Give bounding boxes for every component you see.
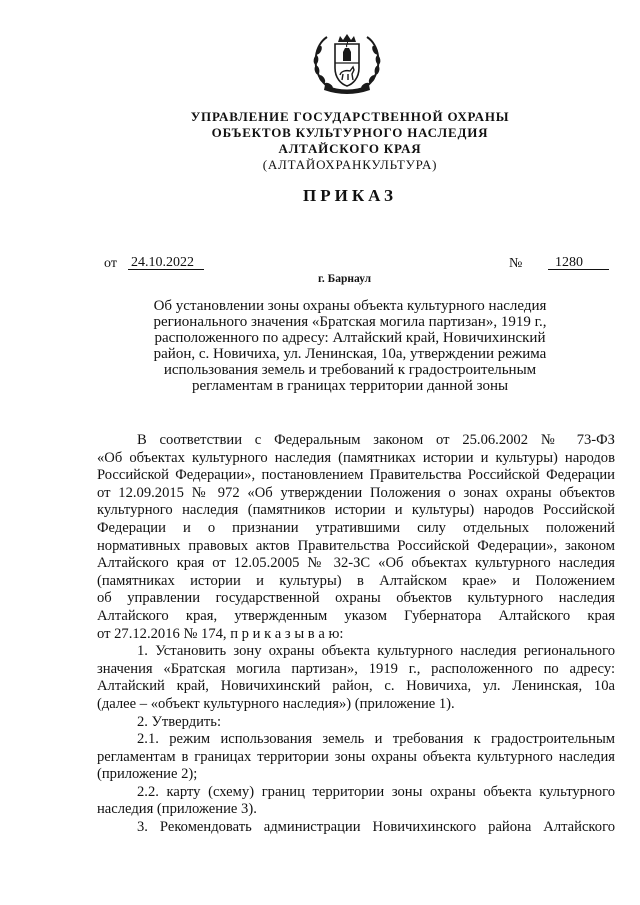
number-prefix: № xyxy=(509,256,523,271)
order-title-line: район, с. Новичиха, ул. Ленинская, 10а, утверждении режима xyxy=(153,346,547,362)
order-title-line: расположенного по адресу: Алтайский край, Новичихинский xyxy=(154,330,546,346)
body-line: 2. Утвердить: xyxy=(137,713,222,730)
body-line: (памятниках истории и культуры) в Алтайском крае» и Положением xyxy=(97,572,615,589)
body-line: Алтайского края, утвержденным указом Губернатора Алтайского края xyxy=(97,607,615,624)
body-line: об управлении государственной охраны объектов культурного наследия xyxy=(97,590,615,607)
order-title-line: регионального значения «Братская могила партизан», 1919 г., xyxy=(153,314,547,330)
body-paragraph xyxy=(97,784,615,819)
order-body xyxy=(97,432,615,837)
order-number: 1280 xyxy=(548,255,609,270)
order-title-line: использования земель и требований к градостроительным xyxy=(163,362,537,378)
body-paragraph xyxy=(97,432,615,643)
agency-name-line: УПРАВЛЕНИЕ ГОСУДАРСТВЕННОЙ ОХРАНЫ xyxy=(190,109,510,124)
agency-abbreviation: (АЛТАЙОХРАНКУЛЬТУРА) xyxy=(262,157,438,172)
body-line: (приложение 2); xyxy=(97,766,198,783)
body-line: Алтайского края от 12.05.2005 № 32-ЗС «Об объектах культурного наследия xyxy=(97,555,615,572)
body-line: 2.2. карту (схему) границ территории зоны охраны объекта культурного xyxy=(137,783,615,800)
body-paragraph xyxy=(97,714,615,732)
body-paragraph xyxy=(97,643,615,713)
body-line: (далее – «объект культурного наследия») (приложение 1). xyxy=(97,695,455,712)
body-line: от 27.12.2016 № 174, п р и к а з ы в а ю: xyxy=(97,625,344,642)
body-line: Федерации и о признании утратившими силу отдельных положений xyxy=(97,519,615,536)
body-line: В соответствии с Федеральным законом от 25.06.2002 № 73-ФЗ xyxy=(137,432,615,448)
body-line: 3. Рекомендовать администрации Новичихинского района Алтайского xyxy=(137,819,615,836)
agency-name-line: АЛТАЙСКОГО КРАЯ xyxy=(278,141,422,156)
date-prefix: от xyxy=(104,256,117,271)
order-title-line: Об установлении зоны охраны объекта культурного наследия xyxy=(153,298,547,314)
body-line: 1. Установить зону охраны объекта культурного наследия регионального xyxy=(137,643,615,660)
body-paragraph xyxy=(97,819,615,837)
body-line: значения «Братская могила партизан», 1919 г., расположенного по адресу: xyxy=(97,660,615,677)
agency-name-line: ОБЪЕКТОВ КУЛЬТУРНОГО НАСЛЕДИЯ xyxy=(211,125,489,140)
order-title xyxy=(60,298,640,394)
body-line: наследия (приложение 3). xyxy=(97,801,257,818)
order-date: 24.10.2022 xyxy=(128,255,204,270)
body-line: «Об объектах культурного наследия (памятниках истории и культуры) народов xyxy=(97,449,615,466)
order-title-line: регламентам в границах территории данной зоны xyxy=(191,378,509,394)
body-line: 2.1. режим использования земель и требования к градостроительным xyxy=(137,731,615,748)
agency-header xyxy=(60,109,640,173)
body-line: культурного наследия (памятников истории и культуры) народов Российской xyxy=(97,502,615,519)
coat-of-arms-icon xyxy=(310,30,384,98)
document-type-title: ПРИКАЗ xyxy=(303,186,397,205)
body-paragraph xyxy=(97,731,615,784)
city-name: г. Барнаул xyxy=(318,273,372,285)
body-line: от 12.09.2015 № 972 «Об утверждении Положения о зонах охраны объектов xyxy=(97,484,615,501)
body-line: нормативных правовых актов Правительства Российской Федерации», законом xyxy=(97,537,615,554)
body-line: Российской Федерации», постановлением Правительства Российской Федерации xyxy=(97,467,615,484)
body-line: регламентам в границах территории зоны охраны объекта культурного наследия xyxy=(97,748,615,765)
body-line: Алтайский край, Новичихинский район, с. Новичиха, ул. Ленинская, 10а xyxy=(97,678,615,695)
